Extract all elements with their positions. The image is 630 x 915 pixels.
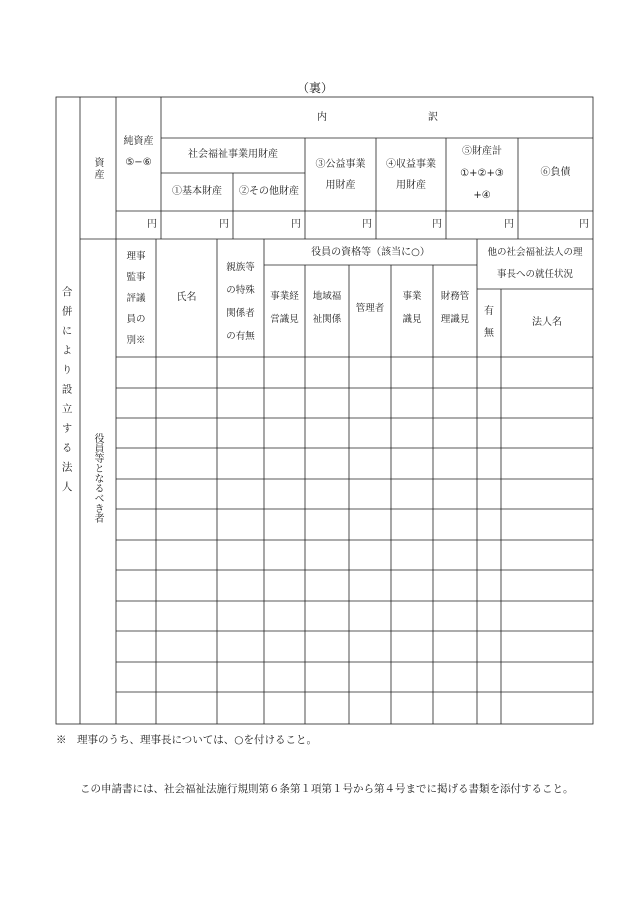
fusai-label: ⑥負債 [540, 167, 571, 178]
jigyo-keiei-2: 営識見 [270, 314, 299, 325]
yen-unit: 円 [291, 219, 301, 230]
yen-unit: 円 [362, 219, 372, 230]
tano-header-1: 他の社会福祉法人の理 [487, 247, 583, 258]
umu-header-1: 有 [484, 306, 494, 317]
shueki-label-1: ④収益事業 [386, 159, 436, 170]
sonota-zaisan-label: ②その他財産 [239, 186, 299, 197]
zaisan-kei-label-3: +④ [473, 190, 491, 201]
shinzoku-header: 親族等 の特殊 関係者 の有無 [226, 262, 255, 342]
kubetsu-header: 理事 監事 評議 員の 別※ [126, 251, 146, 346]
chiiki-2: 祉関係 [312, 314, 342, 325]
shikaku-header: 役員の資格等（該当に○） [311, 247, 430, 258]
yen-unit: 円 [579, 219, 589, 230]
jigyo-shikiken-1: 事業 [402, 291, 422, 302]
zaisan-kei-label-1: ⑤財産計 [462, 146, 502, 157]
shimei-header: 氏名 [176, 292, 197, 303]
shakai-jigyo-label: 社会福祉事業用財産 [188, 149, 278, 160]
jun-shisan-formula: ⑤−⑥ [125, 157, 152, 168]
zaimu-2: 理識見 [440, 314, 470, 325]
shueki-label-2: 用財産 [396, 180, 426, 191]
tano-header-2: 事長への就任状況 [496, 269, 573, 280]
yakuin-label: 役員等となるべき者 [92, 433, 103, 523]
zaisan-kei-label-2: ①+②+③ [460, 168, 504, 179]
kihon-zaisan-label: ①基本財産 [172, 186, 222, 197]
yen-unit: 円 [504, 219, 514, 230]
umu-header-2: 無 [484, 328, 494, 339]
uchiwake-label-2: 訳 [428, 112, 438, 123]
footnote: ※ 理事のうち、理事長については、○を付けること。 [56, 734, 317, 746]
hojinmei-header: 法人名 [532, 317, 562, 328]
koeki-label-2: 用財産 [325, 180, 356, 191]
yen-unit: 円 [147, 219, 157, 230]
yen-unit: 円 [432, 219, 442, 230]
shisan-label: 資産 [92, 157, 103, 181]
instruction-text: この申請書には、社会福祉法施行規則第６条第１項第１号から第４号までに掲げる書類を添付すること。 [80, 783, 574, 795]
yen-unit: 円 [219, 219, 229, 230]
kanrisha-header: 管理者 [355, 303, 385, 314]
gappei-label: 合併により設立する法人 [60, 286, 73, 501]
koeki-label-1: ③公益事業 [315, 159, 366, 170]
jigyo-keiei-1: 事業経 [270, 291, 299, 302]
chiiki-1: 地域福 [312, 291, 342, 302]
page-title: （裏） [296, 81, 333, 95]
uchiwake-label-1: 内 [317, 112, 327, 123]
zaimu-1: 財務管 [440, 291, 470, 302]
jigyo-shikiken-2: 識見 [402, 314, 422, 325]
jun-shisan-label: 純資産 [123, 136, 154, 147]
